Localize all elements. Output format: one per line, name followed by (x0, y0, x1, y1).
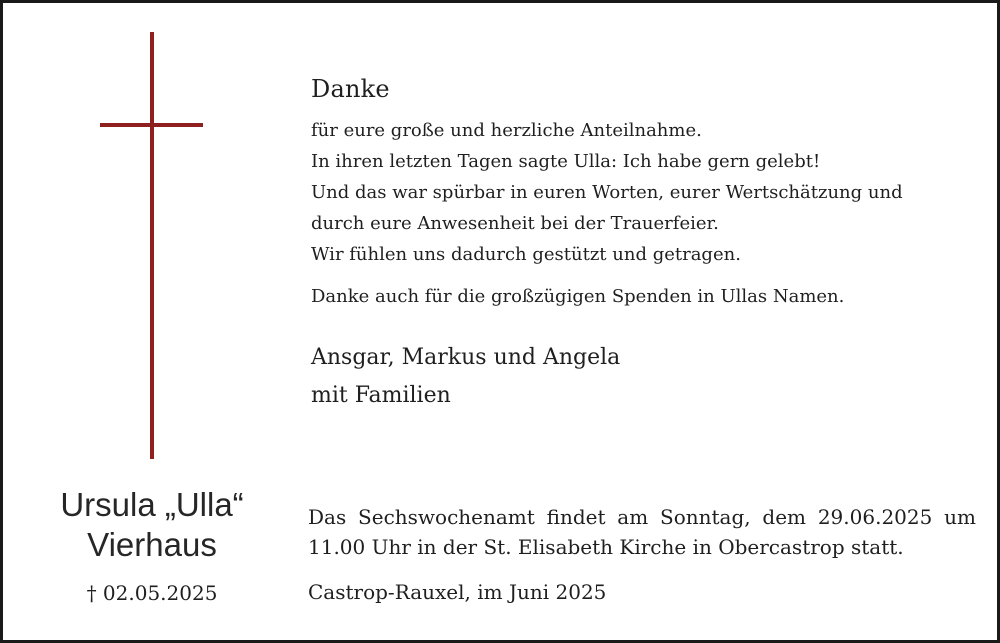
deceased-last-name: Vierhaus (87, 526, 217, 563)
cross-icon-vertical-bar (150, 32, 154, 459)
deceased-name (23, 485, 281, 565)
death-date: † 02.05.2025 (86, 581, 218, 605)
thanks-line: für eure große und herzliche Anteilnahme. (311, 120, 702, 141)
thanks-heading: Danke (311, 75, 390, 103)
place-and-date: Castrop-Rauxel, im Juni 2025 (308, 580, 607, 604)
memorial-mass-notice: Das Sechswochenamt findet am Sonntag, dem 29.06.2025 um 11.00 Uhr in der St. Elisabeth Kirche in Obercastrop statt. (308, 505, 976, 559)
signature-families: mit Familien (311, 383, 451, 408)
thanks-text (311, 115, 903, 270)
thanks-line: Und das war spürbar in euren Worten, eurer Wertschätzung und (311, 182, 903, 203)
deceased-first-name: Ursula „Ulla“ (60, 486, 244, 523)
signature (311, 339, 620, 415)
thanks-line: In ihren letzten Tagen sagte Ulla: Ich habe gern gelebt! (311, 151, 821, 172)
signature-names: Ansgar, Markus und Angela (311, 345, 621, 370)
thanks-line: Wir fühlen uns dadurch gestützt und getragen. (311, 244, 741, 265)
cross-icon-horizontal-bar (100, 123, 203, 127)
donation-thanks: Danke auch für die großzügigen Spenden in Ullas Namen. (311, 286, 845, 307)
thanks-line: durch eure Anwesenheit bei der Trauerfeier. (311, 213, 719, 234)
